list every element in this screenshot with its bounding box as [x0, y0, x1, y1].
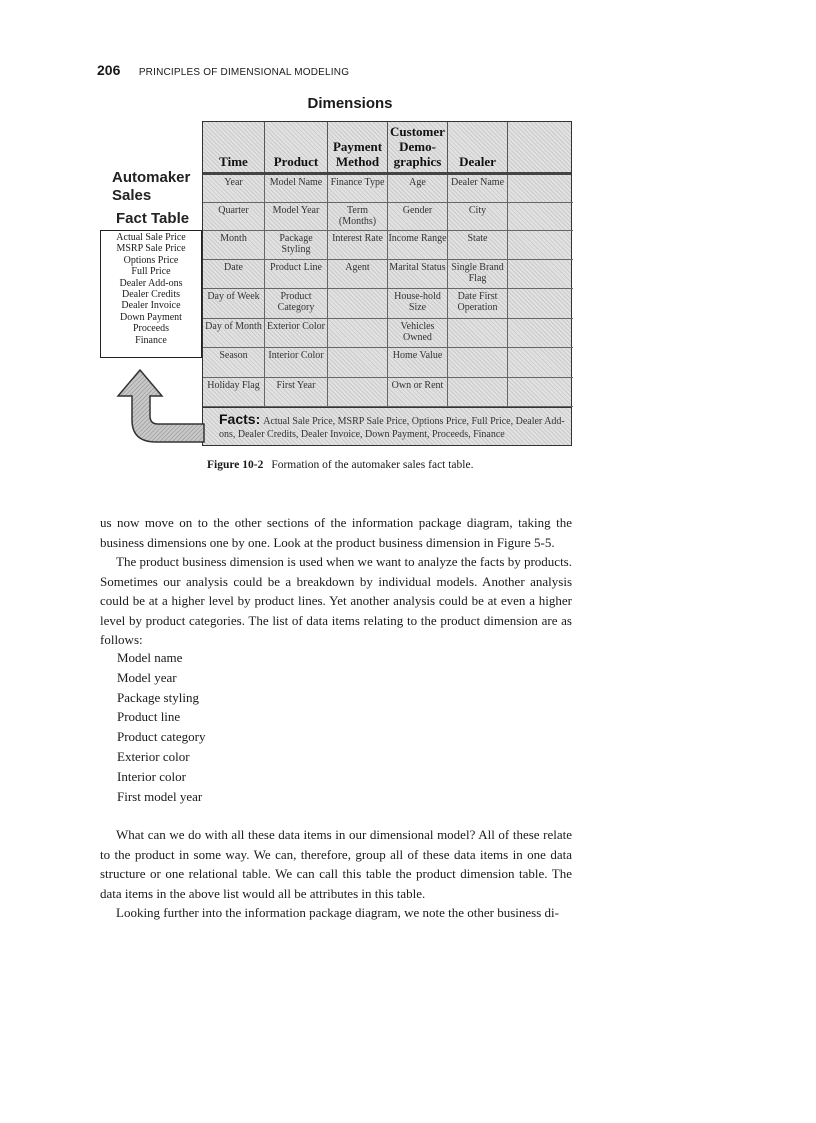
dimension-header-6 [508, 122, 573, 172]
dimensions-grid [202, 121, 572, 446]
figure-caption [207, 459, 473, 471]
dimension-cell [508, 203, 573, 231]
dimension-cell [328, 319, 388, 348]
dimension-cell: Income Range [388, 231, 448, 260]
fact-table-item: MSRP Sale Price [116, 243, 186, 255]
list-item: Package styling [117, 689, 199, 705]
dimension-cell: Marital Status [388, 260, 448, 289]
dimension-cell: Exterior Color [265, 319, 328, 348]
dimension-cell: House-hold Size [388, 289, 448, 319]
dimension-cell [508, 231, 573, 260]
list-item: Product category [117, 729, 206, 745]
list-item: First model year [117, 788, 203, 804]
paragraph-4-text: Looking further into the information package diagram, we note the other business di- [116, 905, 559, 920]
fact-table-item: Actual Sale Price [116, 232, 186, 243]
fact-table-item: Finance [135, 334, 167, 346]
dimension-cell: Dealer Name [448, 175, 508, 203]
fact-table-item: Proceeds [132, 323, 170, 335]
dimension-header-5: Dealer [448, 122, 508, 172]
facts-label: Facts: [219, 411, 261, 427]
fact-table-item: Dealer Credits [121, 289, 181, 301]
paragraph-1 [100, 513, 572, 552]
dimension-cell: Month [203, 231, 265, 260]
dimension-cell [508, 378, 573, 407]
running-head: PRINCIPLES OF DIMENSIONAL MODELING [138, 67, 350, 78]
dimension-cell [328, 289, 388, 319]
dimension-cell: Interest Rate [328, 231, 388, 260]
fact-table-item: Dealer Invoice [121, 300, 181, 312]
dimension-cell: Model Name [265, 175, 328, 203]
dimension-cell: First Year [265, 378, 328, 407]
paragraph-1-text: us now move on to the other sections of the information package diagram, taking the business dimensions one by one. Look at the product business dimension in Figure 5-5. [100, 515, 572, 550]
dimension-cell: Gender [388, 203, 448, 231]
fact-table-title: Fact Table [116, 210, 190, 227]
dimension-cell [328, 378, 388, 407]
dimension-cell [328, 348, 388, 378]
dimension-cell [508, 319, 573, 348]
automaker-sales-title: Automaker Sales [112, 169, 191, 204]
dimension-cell [508, 348, 573, 378]
curved-arrow-icon [112, 366, 212, 446]
caption-number: Figure 10-2 [207, 459, 264, 471]
paragraph-4 [100, 903, 572, 923]
dimension-header-3: Payment Method [328, 122, 388, 172]
dimension-cell: Own or Rent [388, 378, 448, 407]
dimension-cell [448, 319, 508, 348]
dimension-cell: Home Value [388, 348, 448, 378]
dimension-cell [508, 260, 573, 289]
list-item: Product line [117, 709, 181, 725]
dimension-cell: Holiday Flag [203, 378, 265, 407]
list-item: Model name [117, 650, 183, 665]
dimension-cell: Agent [328, 260, 388, 289]
dimension-cell: Season [203, 348, 265, 378]
dimension-cell: Single Brand Flag [448, 260, 508, 289]
fact-table-item: Down Payment [120, 311, 182, 323]
dimension-cell: Year [203, 175, 265, 203]
list-item: Model year [117, 669, 177, 685]
facts-text: Actual Sale Price, MSRP Sale Price, Options Price, Full Price, Dealer Add-ons, Dealer Credits, Dealer Invoice, Down Payment, Proceeds, Finance [219, 416, 565, 440]
paragraph-3 [100, 825, 572, 903]
dimension-cell: Term (Months) [328, 203, 388, 231]
dimension-cell: Model Year [265, 203, 328, 231]
dimension-cell: Package Styling [265, 231, 328, 260]
dimension-cell: Day of Week [203, 289, 265, 319]
dimension-cell: State [448, 231, 508, 260]
dimension-cell: City [448, 203, 508, 231]
list-item: Interior color [117, 768, 186, 784]
dimension-cell: Date First Operation [448, 289, 508, 319]
dimension-cell: Finance Type [328, 175, 388, 203]
dimension-cell [448, 348, 508, 378]
caption-text: Formation of the automaker sales fact table. [271, 459, 474, 471]
dimension-cell: Quarter [203, 203, 265, 231]
fact-table-box [100, 230, 202, 358]
facts-row [203, 407, 571, 445]
dimension-cell: Day of Month [203, 319, 265, 348]
paragraph-2 [100, 552, 572, 650]
list-item: Exterior color [117, 748, 190, 764]
dimension-cell: Vehicles Owned [388, 319, 448, 348]
dimension-header-4: Customer Demo-graphics [388, 122, 448, 172]
page-number: 206 [97, 62, 121, 78]
fact-table-item: Options Price [123, 254, 179, 266]
page-header [97, 62, 349, 80]
dimension-cell: Product Category [265, 289, 328, 319]
dimension-cell [508, 175, 573, 203]
dimensions-label: Dimensions [307, 95, 393, 112]
paragraph-3-text: What can we do with all these data items in our dimensional model? All of these relate to the product in some way. We can, therefore, group all of these data items in one data structure or one relational table. We can call this table the product dimension table. The data items in the above list would all be attributes in this table. [100, 827, 572, 901]
dimension-cell [508, 289, 573, 319]
dimension-cell: Date [203, 260, 265, 289]
dimension-cell: Interior Color [265, 348, 328, 378]
dimension-cell [448, 378, 508, 407]
dimension-cell: Product Line [265, 260, 328, 289]
paragraph-2-text: The product business dimension is used when we want to analyze the facts by products. Sometimes our analysis could be a breakdown by individual models. Another analysis could be at a higher level by product lines. Yet another analysis could be at even a higher level by product categories. The list of data items relating to the product dimension are as follows: [100, 554, 572, 648]
product-data-items-list [117, 648, 205, 806]
fact-table-item: Dealer Add-ons [119, 277, 183, 289]
fact-table-item: Full Price [131, 266, 171, 278]
dimension-header-2: Product [265, 122, 328, 172]
dimension-cell: Age [388, 175, 448, 203]
dimension-header-1: Time [203, 122, 265, 172]
